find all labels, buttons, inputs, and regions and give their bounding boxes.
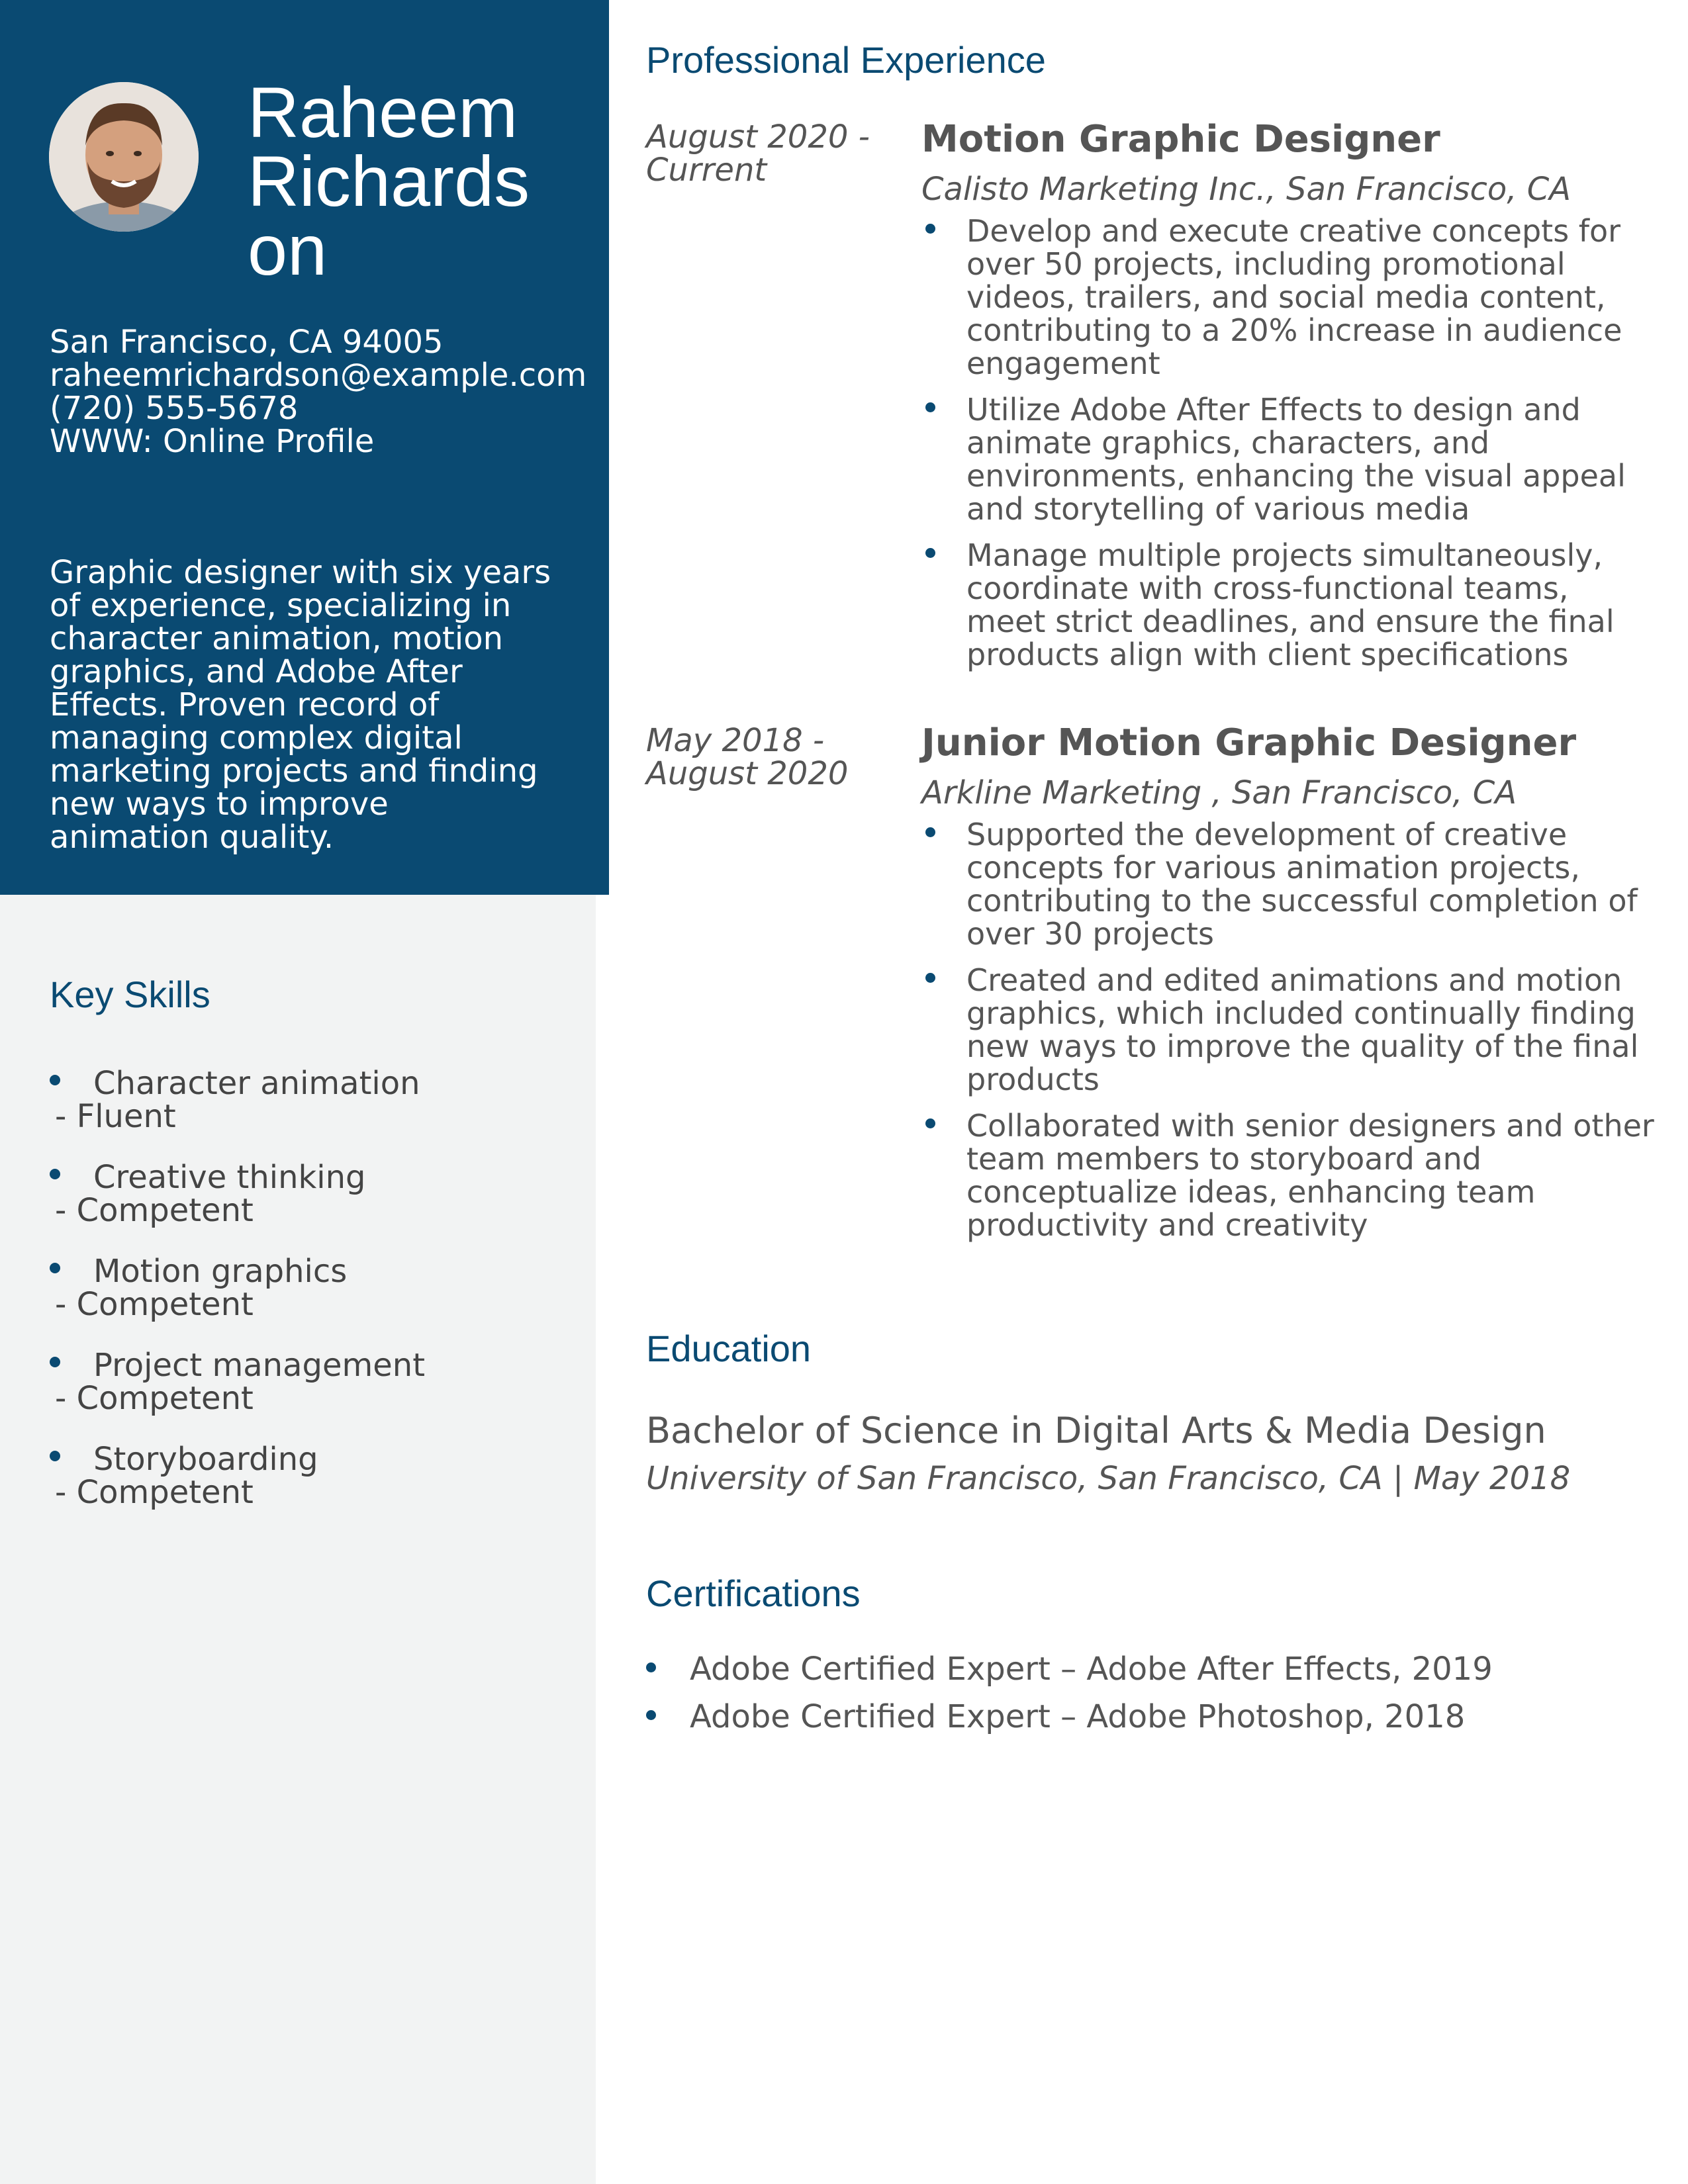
bullet-dot-icon	[50, 1263, 60, 1273]
bullet-dot-icon	[50, 1451, 60, 1461]
skill-item	[50, 1161, 566, 1255]
certification-text: Adobe Certified Expert – Adobe Photoshop, 2018	[690, 1698, 1466, 1735]
certification-text: Adobe Certified Expert – Adobe After Effects, 2019	[690, 1651, 1493, 1688]
skill-name: Character animation	[93, 1065, 420, 1102]
bullet-text: Collaborated with senior designers and other team members to storyboard and conceptualize ideas, enhancing team productivity and creativity	[966, 1108, 1654, 1243]
contact-info	[50, 326, 586, 458]
list-item	[646, 1700, 1493, 1734]
list-item	[921, 214, 1656, 380]
skill-level: - Competent	[55, 1380, 254, 1417]
list-item	[921, 818, 1656, 950]
skill-name: Project management	[93, 1347, 426, 1384]
experience-heading: Professional Experience	[646, 39, 1046, 81]
skill-name: Motion graphics	[93, 1253, 348, 1290]
bullet-text: Utilize Adobe After Effects to design and animate graphics, characters, and environments, enhancing the visual appeal and storytelling of various media	[966, 392, 1626, 527]
job-bullets	[921, 214, 1656, 684]
education-school: University of San Francisco, San Francisco, CA | May 2018	[646, 1460, 1571, 1497]
bullet-dot-icon	[925, 827, 935, 837]
contact-email[interactable]: raheemrichardson@example.com	[50, 357, 587, 394]
education-degree: Bachelor of Science in Digital Arts & Media Design	[646, 1410, 1546, 1451]
job-title: Motion Graphic Designer	[921, 118, 1440, 161]
skill-name: Creative thinking	[93, 1159, 366, 1196]
contact-website[interactable]: WWW: Online Profile	[50, 423, 375, 460]
bullet-dot-icon	[50, 1075, 60, 1085]
bullet-dot-icon	[646, 1662, 656, 1672]
education-heading: Education	[646, 1328, 812, 1369]
bullet-dot-icon	[925, 1118, 935, 1128]
list-item	[921, 964, 1656, 1096]
job-title: Junior Motion Graphic Designer	[921, 721, 1577, 764]
bullet-dot-icon	[50, 1357, 60, 1367]
job-bullets	[921, 818, 1656, 1255]
skill-item	[50, 1067, 566, 1161]
skill-item	[50, 1255, 566, 1349]
avatar	[49, 82, 199, 232]
bullet-text: Created and edited animations and motion graphics, which included continually finding new ways to improve the quality of the final products	[966, 962, 1639, 1097]
skill-item	[50, 1349, 566, 1443]
portrait-photo-icon	[49, 82, 199, 232]
skill-level: - Fluent	[55, 1098, 176, 1135]
bullet-dot-icon	[925, 224, 935, 234]
profile-summary: Graphic designer with six years of experience, specializing in character animation, motion graphics, and Adobe After Effects. Proven record of managing complex digital marketing projects and finding new ways to improve animation quality.	[50, 554, 551, 856]
skills-heading: Key Skills	[50, 974, 211, 1015]
job-dates: August 2020 - Current	[646, 118, 870, 189]
list-item	[921, 1109, 1656, 1242]
candidate-name: Raheem Richardson	[248, 72, 530, 290]
skill-level: - Competent	[55, 1286, 254, 1323]
bullet-dot-icon	[646, 1710, 656, 1720]
contact-phone[interactable]: (720) 555-5678	[50, 390, 299, 427]
bullet-text: Supported the development of creative concepts for various animation projects, contributing to the successful completion of over 30 projects	[966, 817, 1638, 952]
skill-name: Storyboarding	[93, 1441, 318, 1478]
list-item	[921, 539, 1656, 671]
bullet-dot-icon	[925, 548, 935, 558]
skill-level: - Competent	[55, 1192, 254, 1229]
job-company: Arkline Marketing , San Francisco, CA	[921, 774, 1517, 811]
job-company: Calisto Marketing Inc., San Francisco, CA	[921, 171, 1571, 208]
bullet-text: Develop and execute creative concepts for over 50 projects, including promotional videos, trailers, and social media content, contributing to a 20% increase in audience engagement	[966, 213, 1622, 381]
certifications-list	[646, 1652, 1493, 1747]
certifications-heading: Certifications	[646, 1572, 861, 1614]
skills-list	[50, 1067, 566, 1537]
bullet-text: Manage multiple projects simultaneously, coordinate with cross-functional teams, meet strict deadlines, and ensure the final products align with client specifications	[966, 537, 1615, 672]
skill-level: - Competent	[55, 1474, 254, 1511]
bullet-dot-icon	[925, 973, 935, 983]
bullet-dot-icon	[925, 402, 935, 412]
skill-item	[50, 1443, 566, 1537]
job-dates: May 2018 - August 2020	[646, 722, 849, 792]
list-item	[921, 393, 1656, 525]
list-item	[646, 1652, 1493, 1686]
bullet-dot-icon	[50, 1169, 60, 1179]
contact-location: San Francisco, CA 94005	[50, 324, 444, 361]
